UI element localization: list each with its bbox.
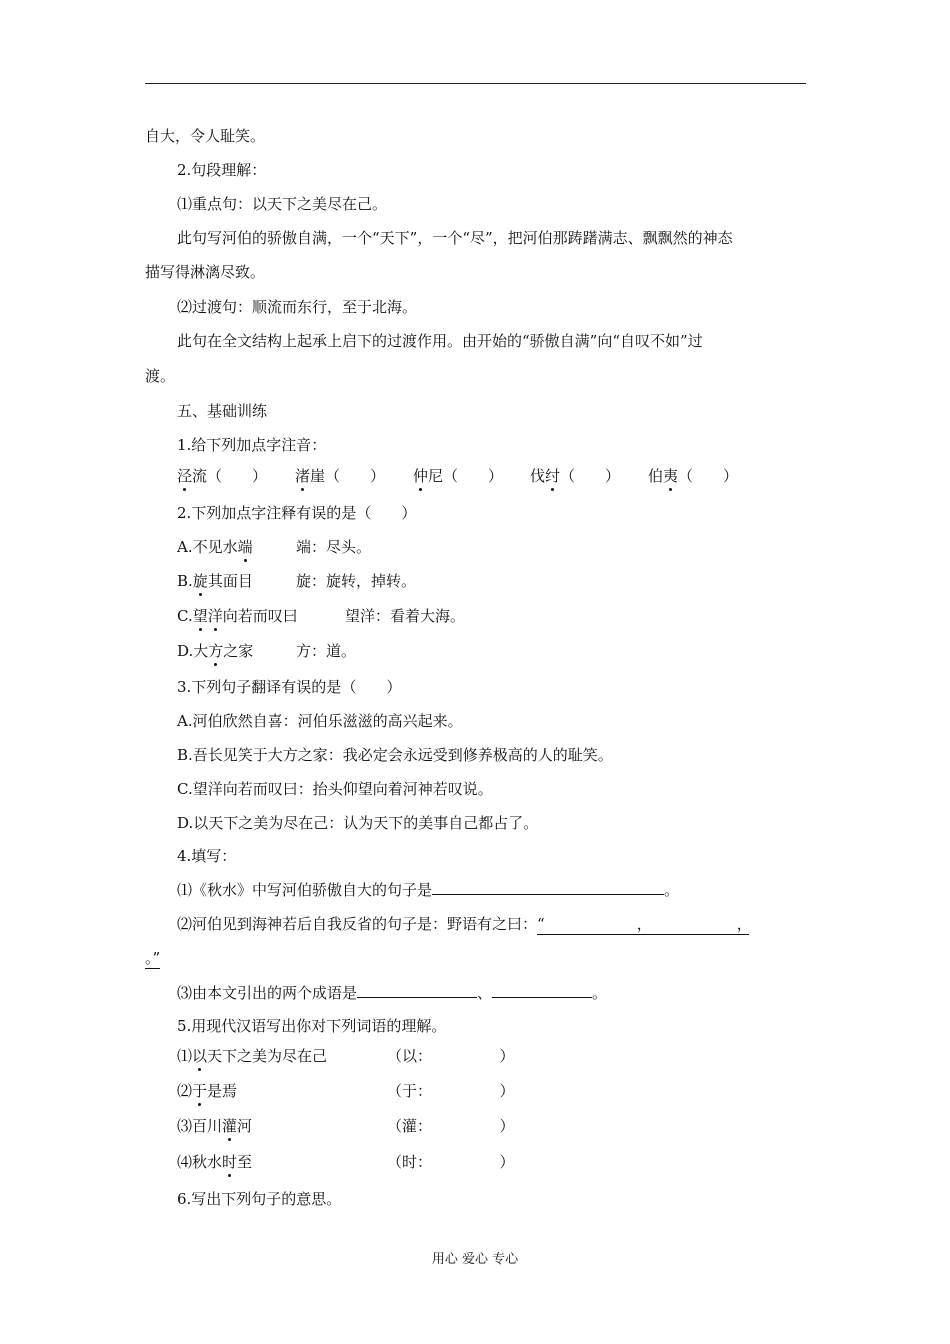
fill-line-3: ⑶由本文引出的两个成语是 、 。	[177, 984, 608, 1002]
answer-blank[interactable]	[432, 880, 664, 895]
answer-blank[interactable]	[492, 983, 592, 998]
option-d: D.大方之家	[177, 642, 254, 660]
option-c: C.望洋向若而叹曰	[177, 607, 298, 625]
text-line: 渡。	[145, 367, 176, 385]
option-d-note: 方：道。	[296, 642, 357, 660]
section-heading: 五、基础训练	[177, 402, 268, 420]
option-b: B.吾长见笑于大方之家：我必定会永远受到修养极高的人的耻笑。	[177, 746, 613, 764]
term-hint: （时： ）	[387, 1153, 515, 1171]
term-hint: （于： ）	[387, 1082, 515, 1100]
option-a: A.河伯欣然自喜：河伯乐滋滋的高兴起来。	[177, 712, 463, 730]
text-line: 此句写河伯的骄傲自满，一个“天下”，一个“尽”，把河伯那踌躇满志、飘飘然的神态	[177, 229, 733, 247]
fill-line-1: ⑴《秋水》中写河伯骄傲自大的句子是 。	[177, 881, 680, 899]
option-c-note: 望洋：看着大海。	[345, 607, 466, 625]
option-b-note: 旋：旋转，掉转。	[296, 572, 417, 590]
answer-blank[interactable]: 。”	[145, 949, 161, 967]
option-a: A.不见水端	[177, 538, 253, 556]
question-3: 3.下列句子翻译有误的是（ ）	[177, 678, 402, 696]
text-line: 描写得淋漓尽致。	[145, 263, 266, 281]
option-a-note: 端：尽头。	[296, 538, 372, 556]
pinyin-item: 渚崖（ ）	[295, 467, 386, 485]
pinyin-item: 仲尼（ ）	[413, 467, 504, 485]
text-line: ⑴重点句：以天下之美尽在己。	[177, 195, 388, 213]
fill-line-2: ⑵河伯见到海神若后自我反省的句子是：野语有之曰：“ ， ，	[177, 915, 752, 933]
question-4: 4.填写：	[177, 847, 237, 865]
question-5: 5.用现代汉语写出你对下列词语的理解。	[177, 1017, 447, 1035]
text-line: ⑵过渡句：顺流而东行，至于北海。	[177, 298, 418, 316]
text-line: 自大，令人耻笑。	[145, 127, 266, 145]
pinyin-item: 泾流（ ）	[177, 467, 268, 485]
answer-blank[interactable]	[357, 983, 477, 998]
question-1: 1.给下列加点字注音：	[177, 436, 327, 454]
answer-blank[interactable]: “ ， ，	[537, 915, 752, 933]
question-2: 2.下列加点字注释有误的是（ ）	[177, 504, 417, 522]
term-item: ⑶百川灌河	[177, 1117, 253, 1135]
pinyin-item: 伐纣（ ）	[530, 467, 621, 485]
term-item: ⑵于是焉	[177, 1082, 238, 1100]
term-hint: （灌： ）	[387, 1117, 515, 1135]
header-rule	[145, 83, 806, 84]
term-item: ⑷秋水时至	[177, 1153, 253, 1171]
text-line: 此句在全文结构上起承上启下的过渡作用。由开始的“骄傲自满”向“自叹不如”过	[177, 332, 703, 350]
option-d: D.以天下之美为尽在己：认为天下的美事自己都占了。	[177, 814, 539, 832]
option-b: B.旋其面目	[177, 572, 253, 590]
question-6: 6.写出下列句子的意思。	[177, 1190, 342, 1208]
option-c: C.望洋向若而叹曰：抬头仰望向着河神若叹说。	[177, 780, 493, 798]
section-heading: 2.句段理解：	[177, 161, 267, 179]
pinyin-item: 伯夷（ ）	[648, 467, 739, 485]
page-footer: 用心 爱心 专心	[431, 1252, 519, 1267]
fill-line-2-cont	[145, 948, 160, 969]
term-item: ⑴以天下之美为尽在己	[177, 1047, 328, 1065]
term-hint: （以： ）	[387, 1047, 515, 1065]
